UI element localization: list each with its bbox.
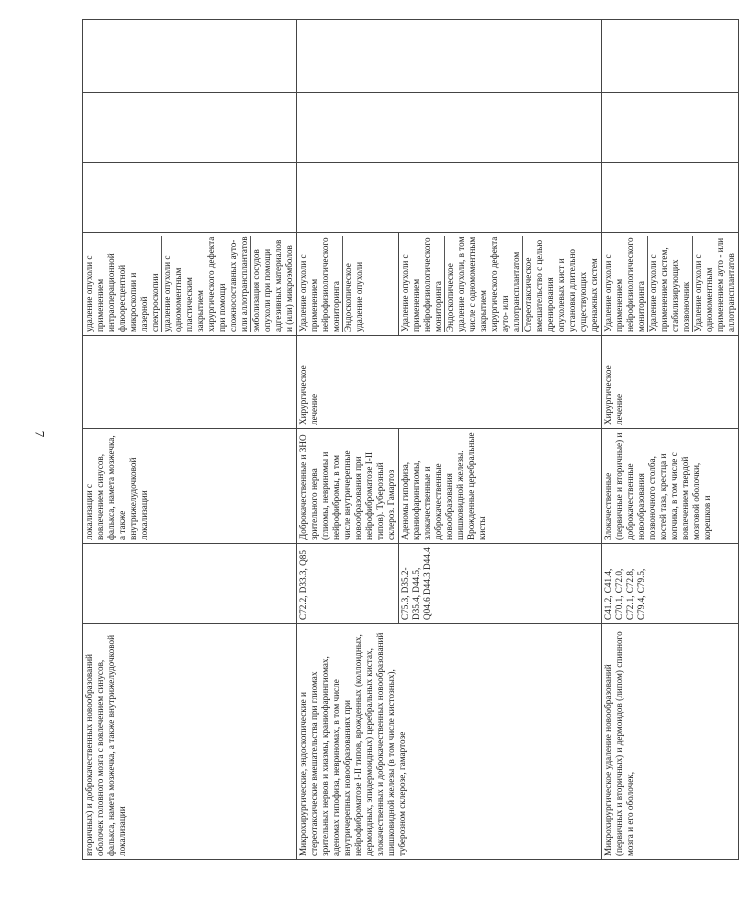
model-cell: Доброкачественные и ЗНО зрительного нерва (глиомы, невриномы и нейрофибромы, в том числе внутричерепные новообразования при нейрофиброматозе I-II типов). Туберозный склероз. Гамартоз: [297, 429, 399, 544]
method-item: Удаление опухоли с применением нейрофизиологического мониторинга: [400, 237, 443, 332]
method-item: Удаление опухоли с одномоментным применением ауто - или аллотрансплантатов: [693, 237, 736, 332]
model-cell: Аденомы гипофиза, краниофарингиомы, злокачественные и доброкачественные новообразования шишковидной железы. Врожденные церебральные кисты: [399, 429, 602, 544]
empty-cell: [83, 20, 297, 93]
method-item: эмболизация сосудов опухоли при помощи адгезивных материалов и (или) микроэмболов: [250, 236, 295, 332]
model-cell: локализации с вовлечением синусов, фалькса, намета мозжечка, а также внутрижелудочковой локализации: [83, 429, 297, 544]
table-row: [297, 20, 399, 860]
page-number: 7: [32, 430, 48, 438]
methods-cell: [83, 233, 297, 336]
empty-cell: [83, 163, 297, 233]
method-item: Стереотаксическое вмешательство с целью дренирования опухолевых кист и установки длительно существующих дренажных систем: [522, 236, 600, 332]
codes-cell: [83, 544, 297, 624]
codes-cell: C75.3, D35.2-D35.4, D44.5, Q04.6 D44.3 D44.4: [399, 544, 602, 624]
methods-cell: [602, 233, 739, 336]
table-row: [602, 20, 739, 860]
treatment-cell: [83, 336, 297, 429]
empty-cell: [602, 93, 739, 163]
group-cell: Микрохирургические, эндоскопические и стереотаксические вмешательства при глиомах зрительных нервов и хиазмы, краниофарингиомах, аденомах гипофиза, невриномах, в том числе внутричерепных новообразованиях при нейрофиброматозе I-II типов, врожденных (коллоидных, дермоидных, эпидермоидных) церебральных кистах, злокачественных и доброкачественных новообразований шишковидной железы (в том числе кистозных), туберозном склерозе, гамартозе: [297, 624, 602, 860]
method-item: Эндоскопическое удаление опухоли: [342, 236, 365, 332]
methods-cell: [399, 233, 602, 336]
group-cell: Микрохирургическое удаление новообразований (первичных и вторичных) и дермоидов (липом) спинного мозга и его оболочек,: [602, 624, 739, 860]
table-row: [83, 20, 297, 860]
empty-cell: [602, 20, 739, 93]
codes-cell: C72.2, D33.3, Q85: [297, 544, 399, 624]
method-item: удаление опухоли с одномоментным пластическим закрытием хирургического дефекта при помощи сложносоставных ауто- или аллотрансплантатов: [162, 236, 249, 332]
empty-cell: [297, 93, 602, 163]
method-item: Удаление опухоли с применением систем, стабилизирующих позвоночник: [647, 236, 692, 332]
empty-cell: [297, 20, 602, 93]
procedures-table: [82, 19, 739, 860]
method-item: удаление опухоли с применением интраоперационной флюоресцентной микроскопии и лазерной спектроскопии: [84, 253, 160, 332]
methods-cell: [297, 233, 399, 336]
treatment-cell: Хирургическое лечение: [297, 336, 602, 429]
empty-cell: [297, 163, 602, 233]
method-item: Удаление опухоли с применением нейрофизиологического мониторинга: [298, 237, 341, 332]
empty-cell: [602, 163, 739, 233]
method-item: Эндоскопическое удаление опухоли, в том числе с одномоментным закрытием хирургического дефекта ауто- или аллотрансплантатом: [445, 236, 521, 332]
group-cell: вторичных) и доброкачественных новообразований оболочек головного мозга с вовлечением синусов, фалькса, намета мозжечка, а также внутрижелудочковой локализации: [83, 624, 297, 860]
rotated-page: [82, 20, 736, 860]
codes-cell: C41.2, C41.4, C70.1, C72.0, C72.1, C72.8, C79.4, C79.5,: [602, 544, 739, 624]
treatment-cell: Хирургическое лечение: [602, 336, 739, 429]
model-cell: Злокачественные (первичные и вторичные) и доброкачественные новообразования позвоночного столба, костей таза, крестца и копчика, в том числе с вовлечением твердой мозговой оболочки, корешков и: [602, 429, 739, 544]
method-item: Удаление опухоли с применением нейрофизиологического мониторинга: [603, 237, 646, 332]
empty-cell: [83, 93, 297, 163]
